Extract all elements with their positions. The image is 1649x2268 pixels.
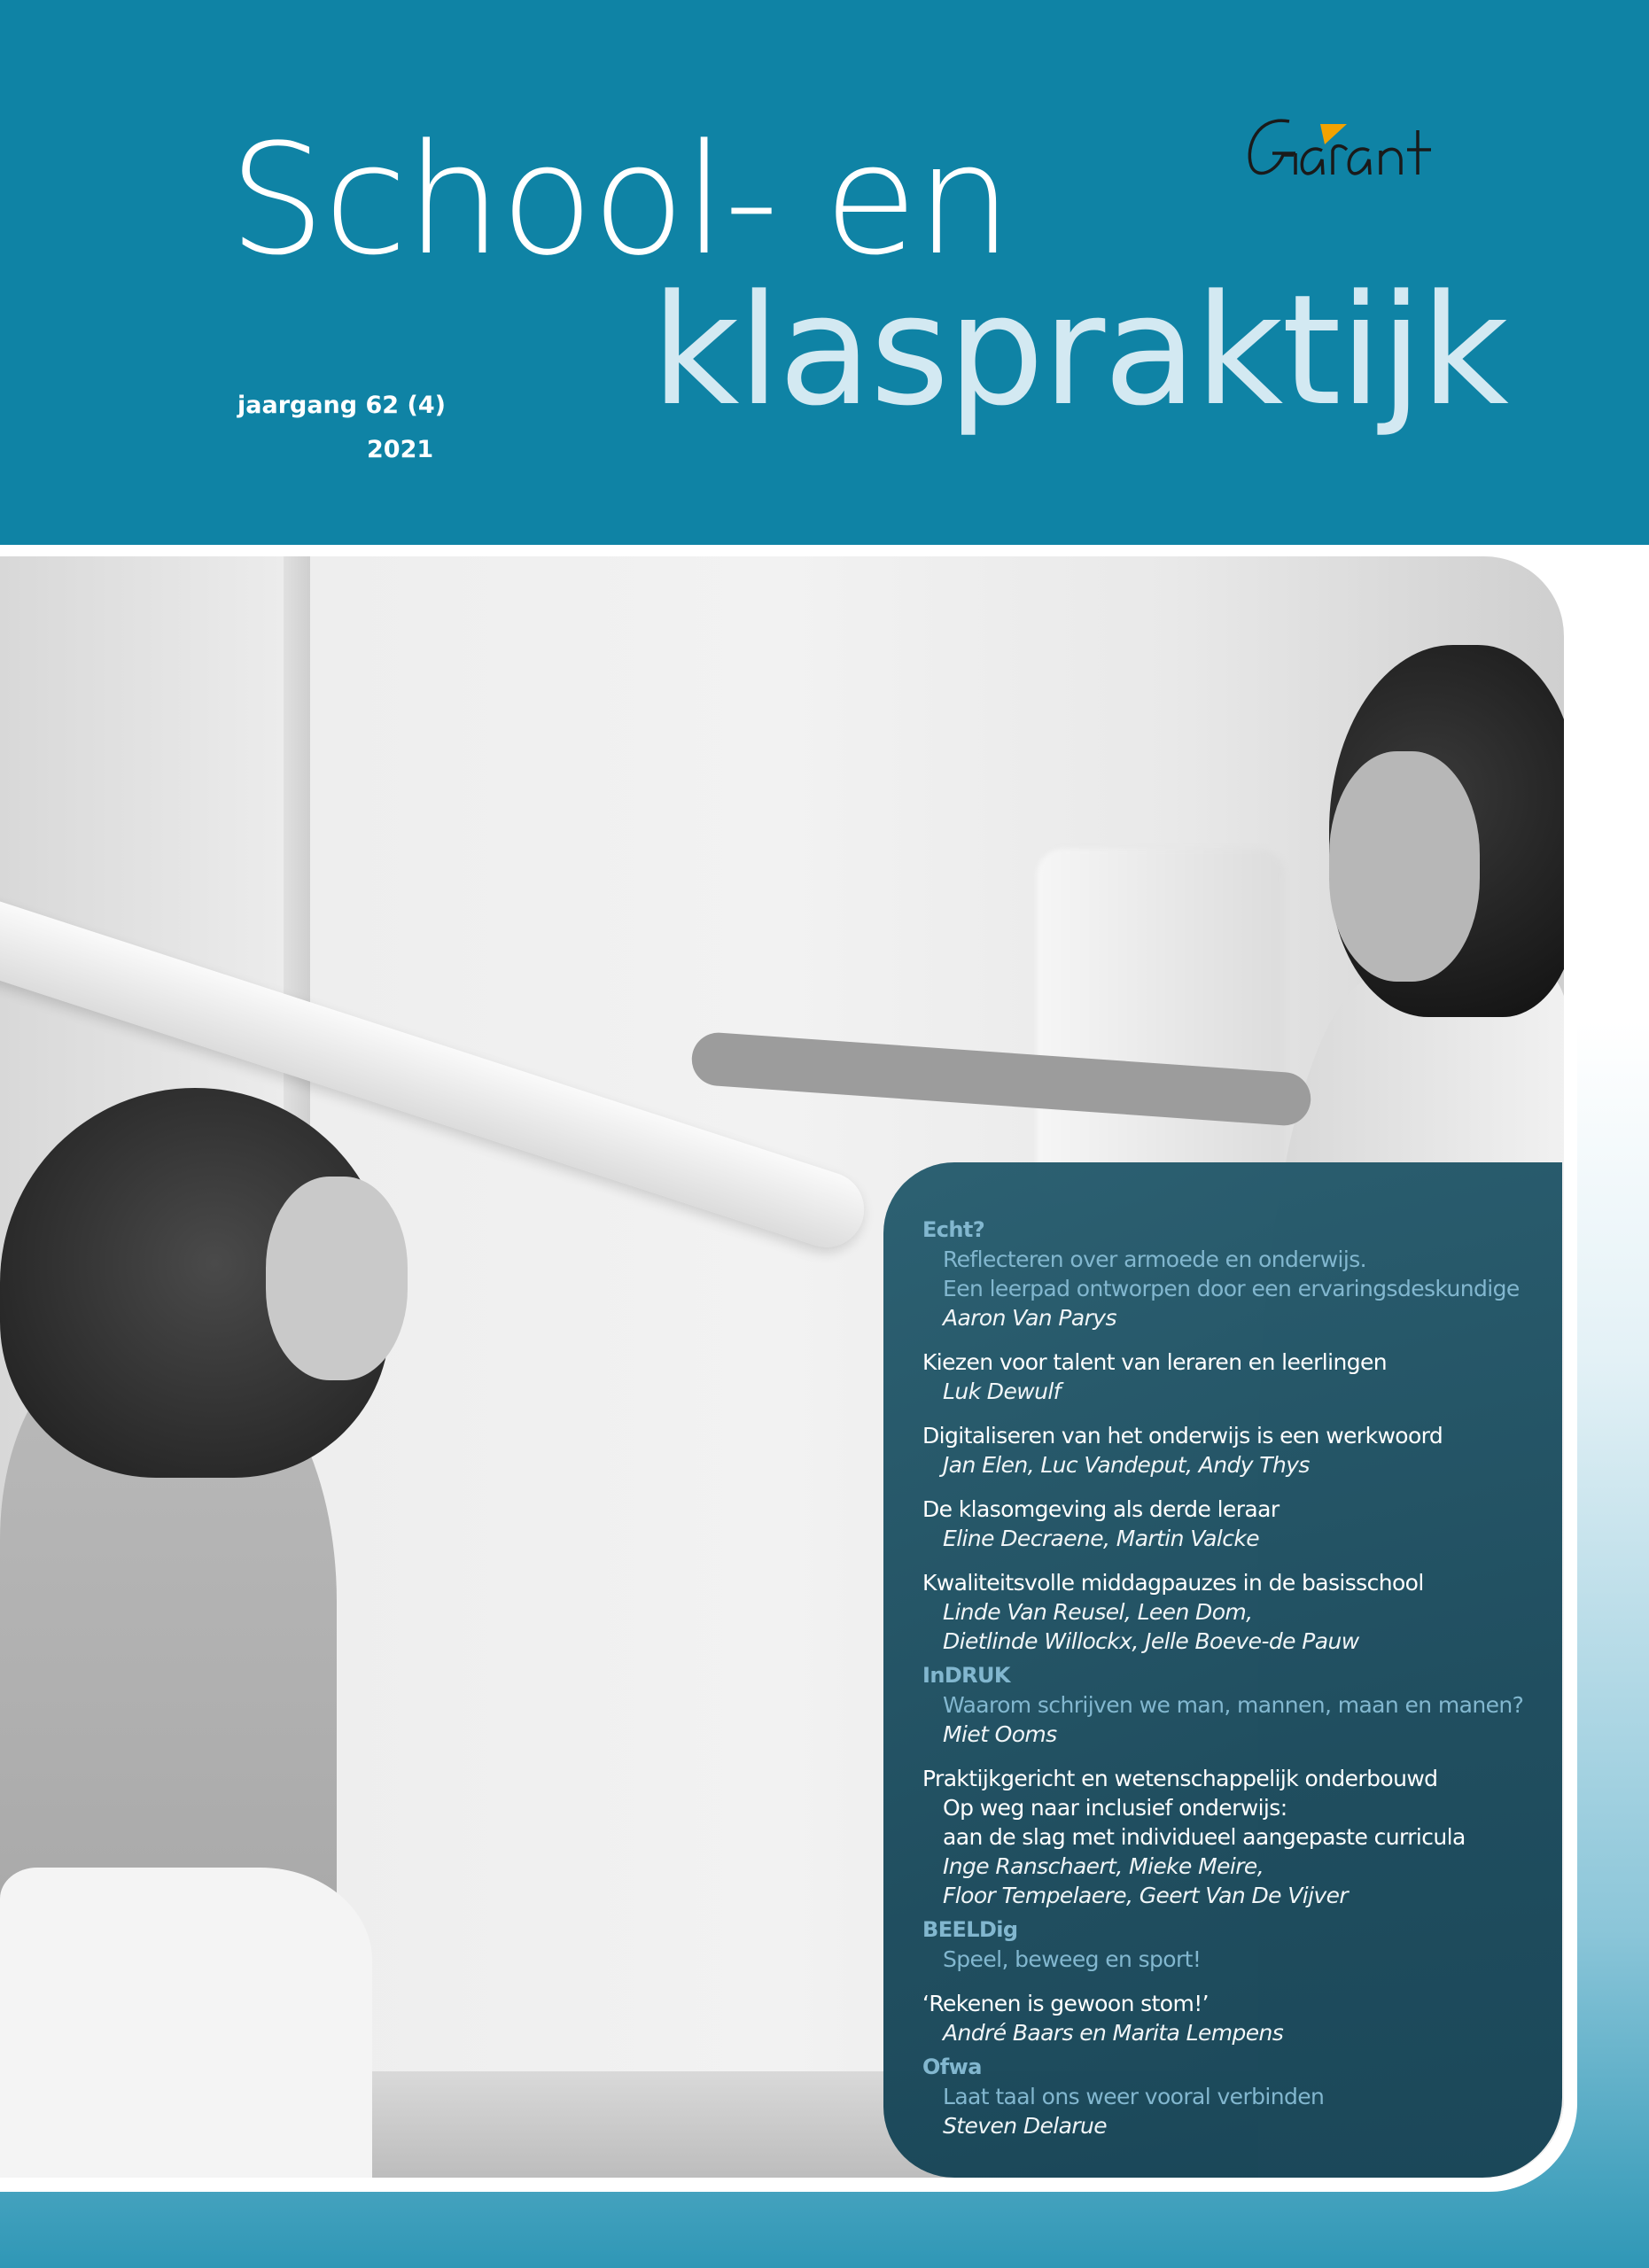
toc-entry-klasomgeving bbox=[922, 1495, 1562, 1553]
toc-authors: Dietlinde Willockx, Jelle Boeve-de Pauw bbox=[943, 1628, 1359, 1654]
photo-foam-block bbox=[1037, 849, 1285, 1203]
toc-subtitle: Op weg naar inclusief onderwijs: bbox=[943, 1795, 1287, 1821]
toc-section: InDRUK bbox=[922, 1663, 1010, 1688]
toc-authors: Floor Tempelaere, Geert Van De Vijver bbox=[943, 1883, 1349, 1908]
table-of-contents bbox=[883, 1162, 1562, 2178]
title-line-2: klaspraktijk bbox=[651, 261, 1507, 439]
toc-authors: Inge Ranschaert, Mieke Meire, bbox=[943, 1853, 1264, 1879]
photo-child-right-face bbox=[1329, 751, 1480, 982]
year-label: 2021 bbox=[367, 436, 434, 463]
toc-title: Speel, beweeg en sport! bbox=[943, 1946, 1202, 1972]
toc-authors: Linde Van Reusel, Leen Dom, bbox=[943, 1599, 1253, 1625]
photo-child-left-shorts bbox=[0, 1868, 372, 2178]
toc-authors: Aaron Van Parys bbox=[943, 1305, 1116, 1331]
toc-entry-kiezen bbox=[922, 1348, 1562, 1406]
toc-title: Waarom schrijven we man, mannen, maan en manen? bbox=[943, 1692, 1524, 1718]
toc-authors: Miet Ooms bbox=[943, 1721, 1057, 1747]
toc-authors: Steven Delarue bbox=[943, 2113, 1108, 2139]
toc-title: Digitaliseren van het onderwijs is een werkwoord bbox=[922, 1423, 1443, 1449]
toc-authors: Jan Elen, Luc Vandeput, Andy Thys bbox=[943, 1452, 1310, 1478]
toc-entry-echt bbox=[922, 1216, 1562, 1332]
toc-entry-digitaliseren bbox=[922, 1421, 1562, 1480]
toc-title: Laat taal ons weer vooral verbinden bbox=[943, 2084, 1325, 2109]
toc-entry-rekenen bbox=[922, 1989, 1562, 2047]
toc-subtitle: aan de slag met individueel aangepaste curricula bbox=[943, 1824, 1466, 1850]
toc-title: Kwaliteitsvolle middagpauzes in de basisschool bbox=[922, 1570, 1424, 1596]
photo-child-left-face bbox=[266, 1177, 408, 1380]
toc-entry-ofwa bbox=[922, 2053, 1562, 2140]
toc-authors: André Baars en Marita Lempens bbox=[943, 2020, 1284, 2046]
toc-title: Reflecteren over armoede en onderwijs. bbox=[943, 1247, 1367, 1272]
toc-entry-indruk bbox=[922, 1661, 1562, 1749]
toc-authors: Luk Dewulf bbox=[943, 1379, 1061, 1404]
toc-title: De klasomgeving als derde leraar bbox=[922, 1496, 1280, 1522]
toc-section: Echt? bbox=[922, 1217, 985, 1242]
title-line-1: School- en bbox=[229, 111, 1011, 289]
masthead bbox=[0, 0, 1649, 545]
toc-title: Een leerpad ontworpen door een ervaringsdeskundige bbox=[943, 1276, 1520, 1301]
garant-logo bbox=[1241, 111, 1444, 186]
toc-authors: Eline Decraene, Martin Valcke bbox=[943, 1526, 1260, 1551]
toc-entry-praktijk bbox=[922, 1764, 1562, 1910]
toc-section: Ofwa bbox=[922, 2054, 982, 2079]
toc-entry-beeldig bbox=[922, 1915, 1562, 1974]
toc-title: ‘Rekenen is gewoon stom!’ bbox=[922, 1991, 1210, 2016]
toc-entry-middagpauzes bbox=[922, 1568, 1562, 1656]
toc-title: Praktijkgericht en wetenschappelijk onderbouwd bbox=[922, 1766, 1438, 1791]
volume-label: jaargang 62 (4) bbox=[237, 392, 446, 419]
toc-section: BEELDig bbox=[922, 1917, 1018, 1942]
toc-title: Kiezen voor talent van leraren en leerlingen bbox=[922, 1349, 1387, 1375]
